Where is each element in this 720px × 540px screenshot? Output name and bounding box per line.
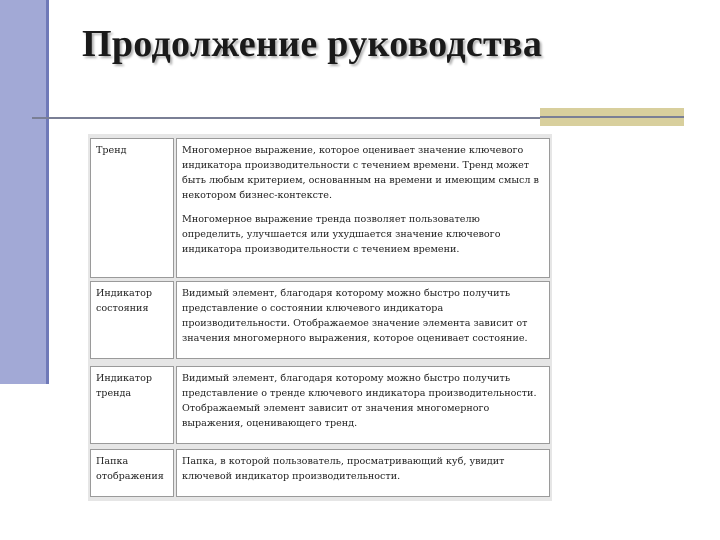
title-divider xyxy=(32,117,544,119)
definition-text: Многомерное выражение тренда позволяет пользователю определить, улучшается или ухудшается значение ключевого индикатора производительности с течением времени. xyxy=(182,214,501,255)
term-label: Папка отображения xyxy=(96,456,164,482)
definition-text: Папка, в которой пользователь, просматривающий куб, увидит ключевой индикатор производительности. xyxy=(182,456,505,482)
table-row xyxy=(90,281,550,359)
left-accent-bar xyxy=(0,0,48,384)
left-accent-bar-edge xyxy=(46,0,49,384)
term-label: Индикатор состояния xyxy=(96,288,153,314)
term-cell xyxy=(90,366,174,444)
definition-cell xyxy=(176,281,550,359)
slide-title: Продолжение руководства xyxy=(82,23,543,65)
definition-text: Видимый элемент, благодаря которому можно быстро получить представление о тренде ключевого индикатора производительности. Отображаемый элемент зависит от значения многомерного выражения, оценивающего тренд. xyxy=(182,373,537,429)
divider-accent-line xyxy=(540,116,684,118)
term-cell xyxy=(90,449,174,497)
definition-cell xyxy=(176,449,550,497)
table-row xyxy=(90,138,550,278)
definition-text: Видимый элемент, благодаря которому можно быстро получить представление о состоянии ключевого индикатора производительности. Отображаемое значение элемента зависит от значения многомерного выражения, которое оценивает состояние. xyxy=(182,288,528,344)
term-label: Индикатор тренда xyxy=(96,373,153,399)
term-cell xyxy=(90,281,174,359)
definition-text: Многомерное выражение, которое оценивает значение ключевого индикатора производительности с течением времени. Тренд может быть любым критерием, основанным на времени и имеющим смысл в некотором бизнес-контексте. xyxy=(182,145,539,201)
table-row xyxy=(90,449,550,497)
definition-cell xyxy=(176,138,550,278)
term-label: Тренд xyxy=(96,145,127,156)
table-row xyxy=(90,366,550,444)
definition-cell xyxy=(176,366,550,444)
term-cell xyxy=(90,138,174,278)
